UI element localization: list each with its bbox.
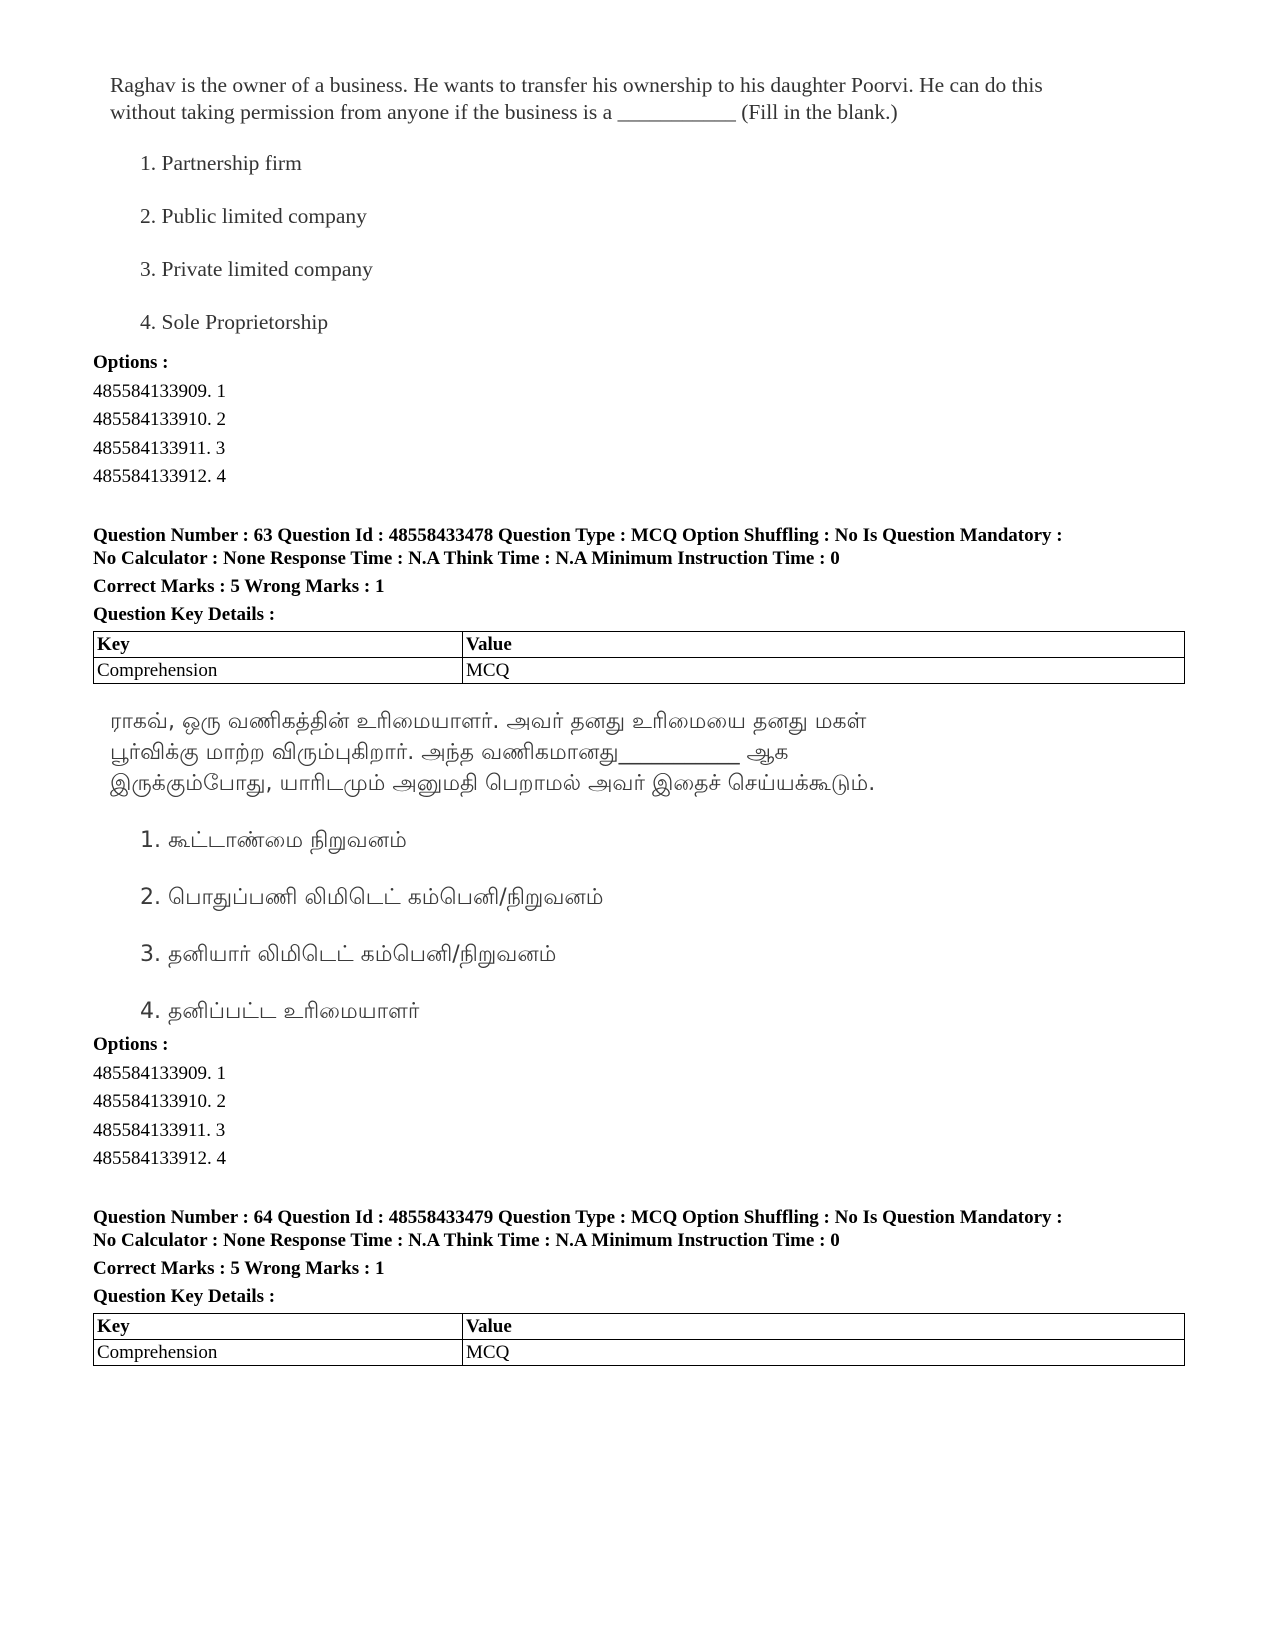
option-item: 485584133912. 4 bbox=[93, 1148, 226, 1169]
meta-line: No Calculator : None Response Time : N.A Think Time : N.A Minimum Instruction Time : 0 bbox=[93, 548, 840, 569]
question-choice: 2. பொதுப்பணி லிமிடெட் கம்பெனி/நிறுவனம் bbox=[140, 885, 604, 910]
option-item: 485584133911. 3 bbox=[93, 1119, 226, 1141]
key-details-table-q63 bbox=[93, 631, 1185, 684]
question-choices bbox=[110, 150, 1160, 362]
question-63-tamil-image bbox=[110, 706, 1160, 1053]
question-choice: 3. தனியார் லிமிடெட் கம்பெனி/நிறுவனம் bbox=[140, 942, 557, 967]
option-item: 485584133910. 2 bbox=[93, 409, 226, 430]
question-63-meta bbox=[93, 524, 1203, 626]
table-cell: Comprehension bbox=[94, 1340, 463, 1366]
question-choice: 1. Partnership firm bbox=[140, 151, 302, 175]
question-stem-line: Raghav is the owner of a business. He wants to transfer his ownership to his daughter Poorvi. He can do this bbox=[110, 73, 1043, 97]
key-details-heading: Question Key Details : bbox=[93, 604, 276, 625]
question-62-english-image bbox=[110, 72, 1160, 362]
options-label: Options : bbox=[93, 1034, 169, 1055]
option-item: 485584133911. 3 bbox=[93, 437, 226, 459]
table-header-row bbox=[94, 632, 1185, 658]
question-64-meta bbox=[93, 1206, 1203, 1308]
table-cell: MCQ bbox=[463, 1340, 1185, 1366]
meta-line: Question Number : 63 Question Id : 48558433478 Question Type : MCQ Option Shuffling : No Is Question Mandatory : bbox=[93, 525, 1063, 546]
table-cell: Key bbox=[94, 1314, 463, 1340]
table-cell: Comprehension bbox=[94, 658, 463, 684]
table-row bbox=[94, 1340, 1185, 1366]
option-item: 485584133910. 2 bbox=[93, 1091, 226, 1112]
question-stem-line: இருக்கும்போது, யாரிடமும் அனுமதி பெறாமல் அவர் இதைச் செய்யக்கூடும். bbox=[110, 771, 876, 796]
table-cell: Key bbox=[94, 632, 463, 658]
question-stem-line: without taking permission from anyone if the business is a ___________ (Fill in the blank.) bbox=[110, 100, 898, 124]
question-stem-line: ராகவ், ஒரு வணிகத்தின் உரிமையாளர். அவர் தனது உரிமையை தனது மகள் bbox=[110, 709, 867, 734]
option-item: 485584133909. 1 bbox=[93, 1062, 226, 1084]
options-list-q62 bbox=[93, 349, 226, 492]
table-cell: Value bbox=[463, 632, 1185, 658]
option-item: 485584133912. 4 bbox=[93, 466, 226, 487]
table-header-row bbox=[94, 1314, 1185, 1340]
question-choice: 3. Private limited company bbox=[140, 257, 373, 281]
question-choice: 1. கூட்டாண்மை நிறுவனம் bbox=[140, 828, 407, 853]
option-item: 485584133909. 1 bbox=[93, 380, 226, 402]
question-choices bbox=[110, 825, 1160, 1053]
meta-line: Question Number : 64 Question Id : 48558433479 Question Type : MCQ Option Shuffling : No Is Question Mandatory : bbox=[93, 1207, 1063, 1228]
question-choice: 2. Public limited company bbox=[140, 204, 367, 228]
table-row bbox=[94, 658, 1185, 684]
marks-line: Correct Marks : 5 Wrong Marks : 1 bbox=[93, 1258, 385, 1279]
options-list-q63 bbox=[93, 1031, 226, 1174]
meta-line: No Calculator : None Response Time : N.A Think Time : N.A Minimum Instruction Time : 0 bbox=[93, 1230, 840, 1251]
key-details-heading: Question Key Details : bbox=[93, 1286, 276, 1307]
options-label: Options : bbox=[93, 352, 169, 373]
question-choice: 4. Sole Proprietorship bbox=[140, 310, 329, 334]
table-cell: Value bbox=[463, 1314, 1185, 1340]
table-cell: MCQ bbox=[463, 658, 1185, 684]
question-choice: 4. தனிப்பட்ட உரிமையாளர் bbox=[140, 999, 420, 1024]
question-stem-line: பூர்விக்கு மாற்ற விரும்புகிறார். அந்த வணிகமானது___________ ஆக bbox=[110, 740, 789, 765]
marks-line: Correct Marks : 5 Wrong Marks : 1 bbox=[93, 576, 385, 597]
key-details-table-q64 bbox=[93, 1313, 1185, 1366]
